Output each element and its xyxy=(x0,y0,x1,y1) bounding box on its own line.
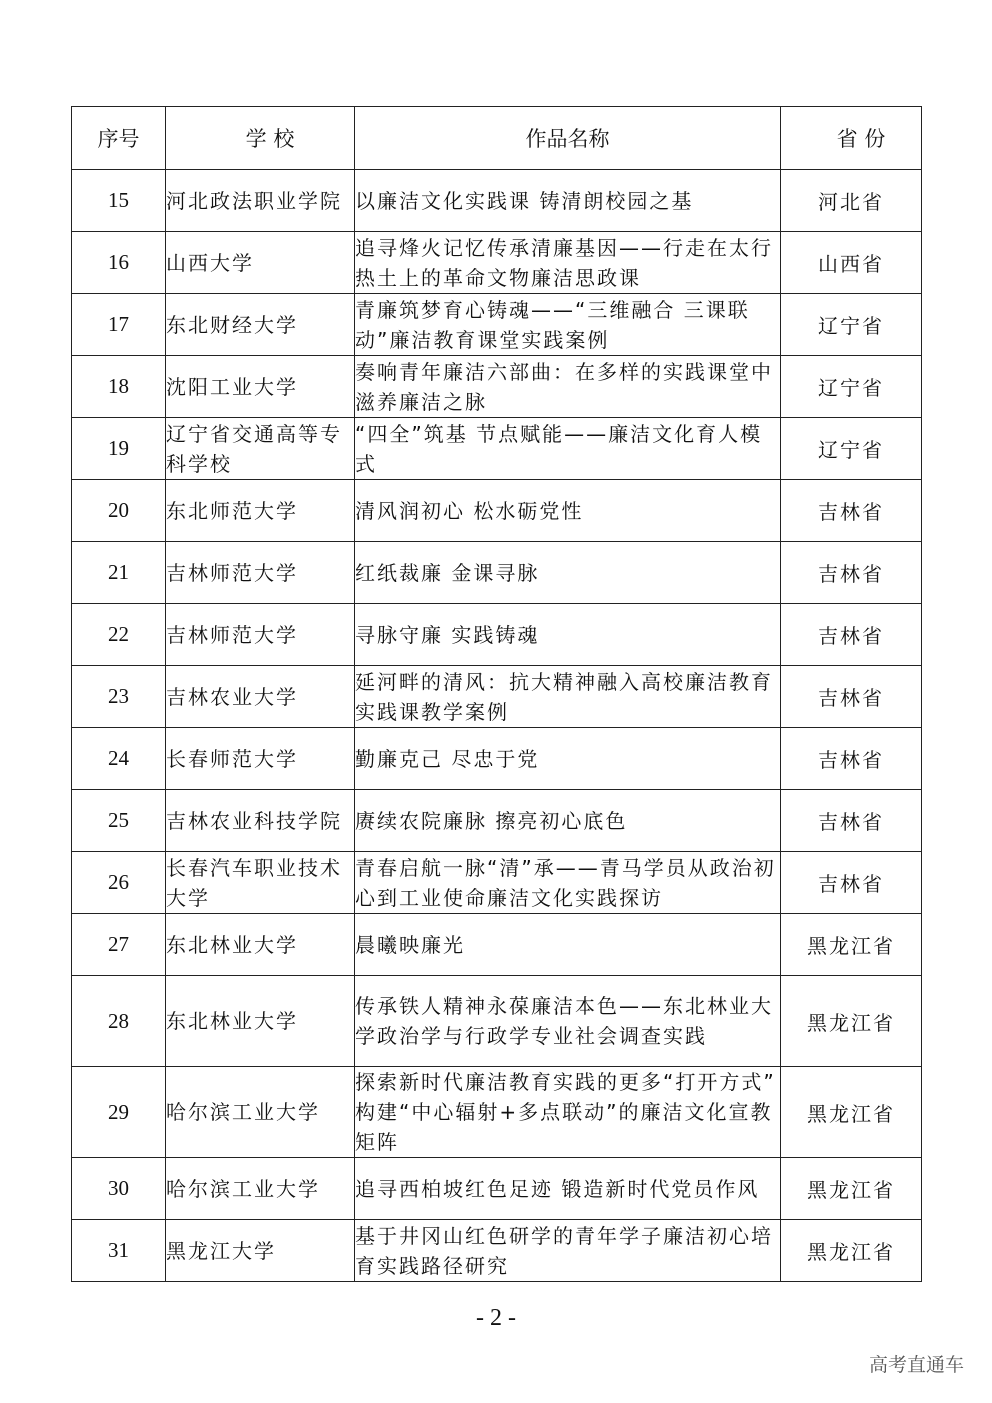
table-row xyxy=(72,232,922,294)
row-school: 东北林业大学 xyxy=(166,914,355,976)
table-row xyxy=(72,170,922,232)
row-school: 辽宁省交通高等专科学校 xyxy=(166,418,355,480)
table-row xyxy=(72,728,922,790)
row-title: 清风润初心 松水砺党性 xyxy=(355,480,781,542)
row-province: 黑龙江省 xyxy=(781,1220,922,1282)
row-province: 吉林省 xyxy=(781,604,922,666)
row-school: 吉林农业科技学院 xyxy=(166,790,355,852)
row-title: 晨曦映廉光 xyxy=(355,914,781,976)
row-province: 黑龙江省 xyxy=(781,1158,922,1220)
table-row xyxy=(72,542,922,604)
table-row xyxy=(72,604,922,666)
row-title: 青春启航一脉“清”承——青马学员从政治初心到工业使命廉洁文化实践探访 xyxy=(355,852,781,914)
row-school: 吉林农业大学 xyxy=(166,666,355,728)
row-school: 河北政法职业学院 xyxy=(166,170,355,232)
row-num: 19 xyxy=(72,418,166,480)
row-num: 21 xyxy=(72,542,166,604)
row-title: “四全”筑基 节点赋能——廉洁文化育人模式 xyxy=(355,418,781,480)
row-province: 山西省 xyxy=(781,232,922,294)
row-province: 吉林省 xyxy=(781,666,922,728)
table-row xyxy=(72,666,922,728)
row-num: 20 xyxy=(72,480,166,542)
table-row xyxy=(72,1220,922,1282)
row-num: 26 xyxy=(72,852,166,914)
row-school: 黑龙江大学 xyxy=(166,1220,355,1282)
table-header-row xyxy=(72,107,922,170)
row-title: 基于井冈山红色研学的青年学子廉洁初心培育实践路径研究 xyxy=(355,1220,781,1282)
row-title: 勤廉克己 尽忠于党 xyxy=(355,728,781,790)
row-title: 红纸裁廉 金课寻脉 xyxy=(355,542,781,604)
row-school: 东北林业大学 xyxy=(166,976,355,1067)
row-title: 延河畔的清风：抗大精神融入高校廉洁教育实践课教学案例 xyxy=(355,666,781,728)
table-row xyxy=(72,852,922,914)
table-row xyxy=(72,790,922,852)
row-num: 31 xyxy=(72,1220,166,1282)
row-num: 16 xyxy=(72,232,166,294)
table-row xyxy=(72,356,922,418)
row-title: 探索新时代廉洁教育实践的更多“打开方式” 构建“中心辐射+多点联动”的廉洁文化宣教矩阵 xyxy=(355,1067,781,1158)
row-title: 奏响青年廉洁六部曲：在多样的实践课堂中滋养廉洁之脉 xyxy=(355,356,781,418)
row-num: 30 xyxy=(72,1158,166,1220)
row-province: 辽宁省 xyxy=(781,294,922,356)
table-row xyxy=(72,976,922,1067)
row-num: 25 xyxy=(72,790,166,852)
table-row xyxy=(72,914,922,976)
row-province: 辽宁省 xyxy=(781,418,922,480)
header-school: 学 校 xyxy=(166,107,355,170)
row-title: 赓续农院廉脉 擦亮初心底色 xyxy=(355,790,781,852)
table-row xyxy=(72,480,922,542)
row-school: 吉林师范大学 xyxy=(166,542,355,604)
row-school: 东北财经大学 xyxy=(166,294,355,356)
row-province: 黑龙江省 xyxy=(781,914,922,976)
table-row xyxy=(72,1158,922,1220)
row-province: 吉林省 xyxy=(781,480,922,542)
row-school: 长春汽车职业技术大学 xyxy=(166,852,355,914)
row-title: 青廉筑梦育心铸魂——“三维融合 三课联动”廉洁教育课堂实践案例 xyxy=(355,294,781,356)
row-school: 山西大学 xyxy=(166,232,355,294)
page-number: - 2 - xyxy=(476,1305,516,1331)
row-num: 24 xyxy=(72,728,166,790)
row-title: 追寻西柏坡红色足迹 锻造新时代党员作风 xyxy=(355,1158,781,1220)
row-num: 28 xyxy=(72,976,166,1067)
row-province: 辽宁省 xyxy=(781,356,922,418)
watermark: 高考直通车 xyxy=(868,1354,964,1376)
row-province: 吉林省 xyxy=(781,852,922,914)
row-num: 27 xyxy=(72,914,166,976)
header-num: 序号 xyxy=(72,107,166,170)
results-table xyxy=(71,106,922,1282)
row-province: 河北省 xyxy=(781,170,922,232)
row-province: 吉林省 xyxy=(781,790,922,852)
row-province: 黑龙江省 xyxy=(781,1067,922,1158)
row-title: 寻脉守廉 实践铸魂 xyxy=(355,604,781,666)
row-num: 23 xyxy=(72,666,166,728)
row-title: 传承铁人精神永葆廉洁本色——东北林业大学政治学与行政学专业社会调查实践 xyxy=(355,976,781,1067)
table-row xyxy=(72,418,922,480)
row-school: 沈阳工业大学 xyxy=(166,356,355,418)
row-num: 29 xyxy=(72,1067,166,1158)
row-school: 长春师范大学 xyxy=(166,728,355,790)
row-num: 17 xyxy=(72,294,166,356)
row-province: 黑龙江省 xyxy=(781,976,922,1067)
table-row xyxy=(72,294,922,356)
row-num: 22 xyxy=(72,604,166,666)
row-school: 吉林师范大学 xyxy=(166,604,355,666)
row-school: 东北师范大学 xyxy=(166,480,355,542)
header-province: 省 份 xyxy=(781,107,922,170)
row-province: 吉林省 xyxy=(781,728,922,790)
header-title: 作品名称 xyxy=(355,107,781,170)
table-row xyxy=(72,1067,922,1158)
row-province: 吉林省 xyxy=(781,542,922,604)
row-num: 15 xyxy=(72,170,166,232)
row-school: 哈尔滨工业大学 xyxy=(166,1067,355,1158)
row-num: 18 xyxy=(72,356,166,418)
row-title: 追寻烽火记忆传承清廉基因——行走在太行热土上的革命文物廉洁思政课 xyxy=(355,232,781,294)
row-school: 哈尔滨工业大学 xyxy=(166,1158,355,1220)
row-title: 以廉洁文化实践课 铸清朗校园之基 xyxy=(355,170,781,232)
